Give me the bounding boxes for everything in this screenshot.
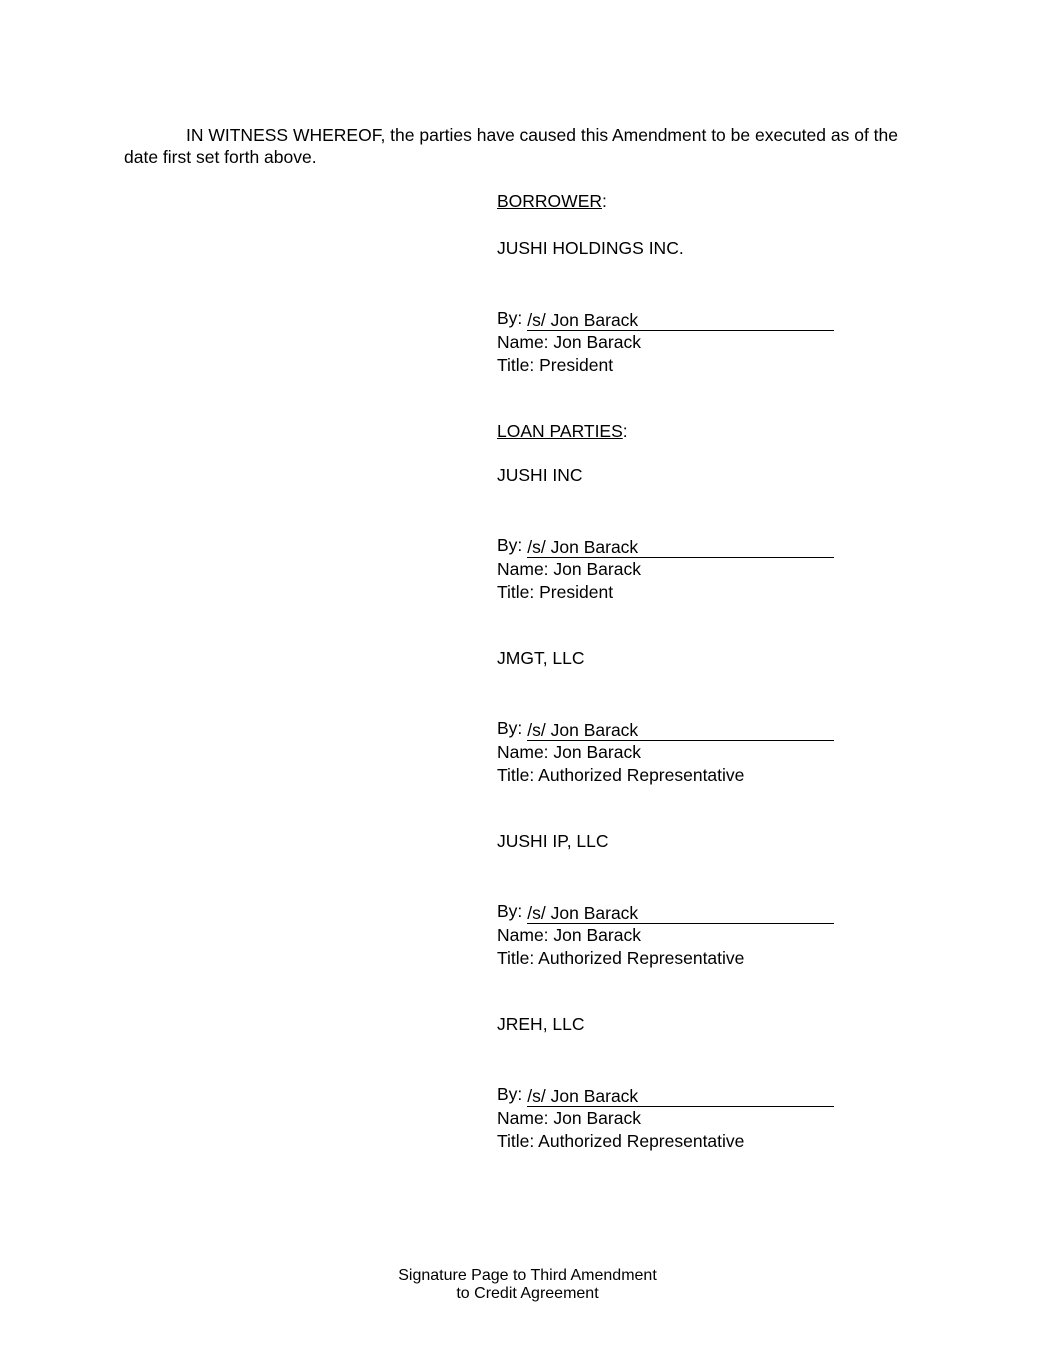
- borrower-heading: [497, 190, 607, 212]
- signer-name: Name: Jon Barack: [497, 558, 641, 579]
- by-line: [497, 1083, 834, 1107]
- by-label: By:: [497, 308, 523, 328]
- signer-title: Title: President: [497, 582, 614, 602]
- signer-title: Title: President: [497, 355, 614, 375]
- by-line: [497, 717, 834, 741]
- signer-title: Title: Authorized Representative: [497, 765, 745, 785]
- page-footer: [0, 1267, 1055, 1303]
- borrower-heading-label: BORROWER: [497, 191, 602, 211]
- entity-name-jreh: JREH, LLC: [497, 1014, 585, 1034]
- signer-name: Name: Jon Barack: [497, 1107, 641, 1128]
- signature-block-jushi-holdings: [497, 307, 834, 378]
- loan-parties-heading-label: LOAN PARTIES: [497, 421, 623, 441]
- by-line: [497, 900, 834, 924]
- loan-parties-heading: [497, 420, 628, 442]
- signature-line: /s/ Jon Barack: [527, 310, 834, 331]
- by-label: By:: [497, 1084, 523, 1104]
- signature-block-jushi-ip: [497, 900, 834, 971]
- signature-block-jreh: [497, 1083, 834, 1154]
- signature-line: /s/ Jon Barack: [527, 537, 834, 558]
- loan-parties-heading-colon: :: [622, 421, 628, 441]
- entity-name-jushi-holdings: JUSHI HOLDINGS INC.: [497, 238, 684, 258]
- signature-line: /s/ Jon Barack: [527, 1086, 834, 1107]
- by-label: By:: [497, 901, 523, 921]
- signer-name: Name: Jon Barack: [497, 741, 641, 762]
- entity-name-jmgt: JMGT, LLC: [497, 648, 585, 668]
- entity-name-jushi-inc: JUSHI INC: [497, 465, 583, 485]
- signer-name: Name: Jon Barack: [497, 331, 641, 352]
- signature-line: /s/ Jon Barack: [527, 903, 834, 924]
- signature-line: /s/ Jon Barack: [527, 720, 834, 741]
- footer-line-2: to Credit Agreement: [456, 1285, 599, 1302]
- by-label: By:: [497, 535, 523, 555]
- by-label: By:: [497, 718, 523, 738]
- signer-title: Title: Authorized Representative: [497, 1131, 745, 1151]
- signature-block-jushi-inc: [497, 534, 834, 605]
- by-line: [497, 307, 834, 331]
- borrower-heading-colon: :: [602, 191, 607, 211]
- by-line: [497, 534, 834, 558]
- footer-line-1: Signature Page to Third Amendment: [398, 1267, 657, 1284]
- entity-name-jushi-ip: JUSHI IP, LLC: [497, 831, 609, 851]
- signature-block-jmgt: [497, 717, 834, 788]
- signer-title: Title: Authorized Representative: [497, 948, 745, 968]
- signer-name: Name: Jon Barack: [497, 924, 641, 945]
- witness-paragraph: IN WITNESS WHEREOF, the parties have caused this Amendment to be executed as of the date first set forth above.: [124, 125, 898, 167]
